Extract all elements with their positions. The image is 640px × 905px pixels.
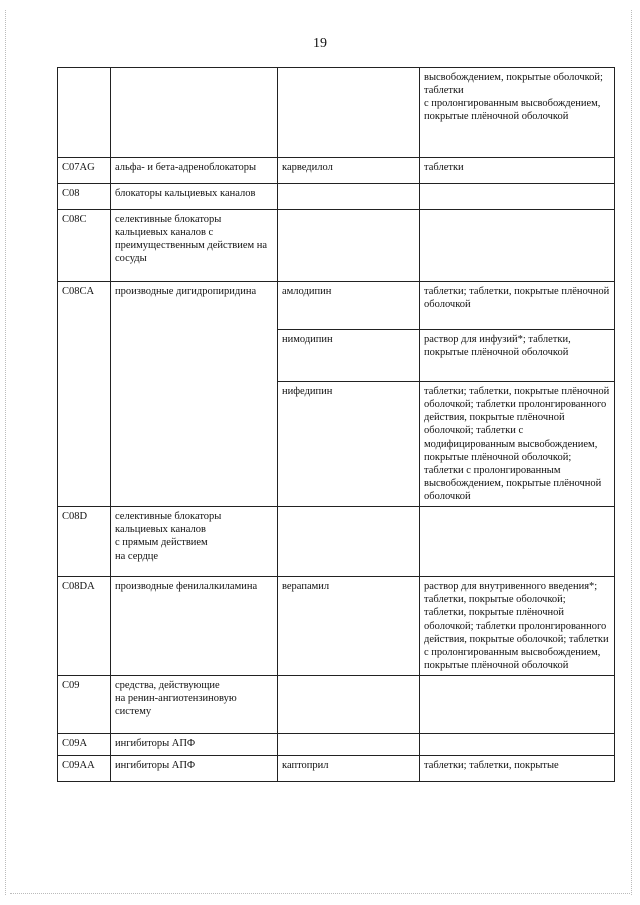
anatomic-group-cell [111, 676, 278, 734]
anatomic-group-cell [111, 184, 278, 210]
atc-code-cell-text: C08C [62, 214, 87, 225]
anatomic-group-cell-text: селективные блокаторы кальциевых каналов с преимущественным действием на сосуды [115, 214, 268, 265]
atc-code-cell-text: C09 [62, 680, 80, 691]
dosage-form-cell [420, 68, 615, 158]
table-row [58, 282, 615, 330]
dosage-form-cell [420, 577, 615, 676]
scan-edge-bottom [10, 893, 630, 894]
drug-name-cell [278, 210, 420, 282]
dosage-form-cell-text: таблетки; таблетки, покрытые [424, 760, 559, 771]
drug-name-cell-text: верапамил [282, 581, 330, 593]
atc-code-cell-text: C08D [62, 511, 88, 523]
atc-code-cell [58, 158, 111, 184]
drug-name-cell [278, 282, 420, 330]
table-row [58, 158, 615, 184]
drug-name-cell-text: карведилол [282, 162, 333, 173]
atc-code-cell-text: C07AG [62, 162, 95, 173]
atc-code-cell [58, 507, 111, 577]
dosage-form-cell-text: таблетки; таблетки, покрытые плёночной оболочкой; таблетки пролонгированного действия, покрытые плёночной оболочкой; таблетки с модифицированным высвобождением, покрытые плёночной оболочкой; таблетки с пролонгированным высвобождением, покрытые плёночной оболочкой [424, 386, 610, 502]
drug-name-cell [278, 734, 420, 756]
anatomic-group-cell-text: селективные блокаторы кальциевых каналов с прямым действием на сердце [115, 511, 222, 562]
drug-name-cell-text: амлодипин [282, 286, 332, 297]
anatomic-group-cell-text: блокаторы кальциевых каналов [115, 188, 256, 199]
atc-code-cell-text: C09AA [62, 760, 95, 771]
table-row [58, 184, 615, 210]
atc-code-cell-text: C08 [62, 188, 80, 199]
atc-code-cell-text: C09A [62, 738, 88, 749]
dosage-form-cell [420, 158, 615, 184]
dosage-form-cell-text: таблетки [424, 162, 464, 173]
drug-name-cell [278, 507, 420, 577]
table-row [58, 210, 615, 282]
table-row [58, 507, 615, 577]
anatomic-group-cell [111, 68, 278, 158]
table-row [58, 756, 615, 782]
drug-name-cell [278, 330, 420, 382]
table-row [58, 734, 615, 756]
dosage-form-cell [420, 330, 615, 382]
scan-edge-left [5, 10, 6, 895]
anatomic-group-cell-text: альфа- и бета-адреноблокаторы [115, 162, 257, 173]
anatomic-group-cell-text: средства, действующие на ренин-ангиотензиновую систему [115, 680, 237, 718]
drug-name-cell-text: нифедипин [282, 386, 333, 397]
table-body [58, 68, 615, 782]
anatomic-group-cell [111, 210, 278, 282]
table-row [58, 676, 615, 734]
atc-code-cell [58, 577, 111, 676]
anatomic-group-cell-text: производные фенилалкиламина [115, 581, 258, 593]
anatomic-group-cell [111, 158, 278, 184]
atc-code-cell [58, 68, 111, 158]
dosage-form-cell [420, 282, 615, 330]
drug-name-cell [278, 382, 420, 507]
dosage-form-cell [420, 734, 615, 756]
table-row [58, 577, 615, 676]
dosage-form-cell [420, 382, 615, 507]
anatomic-group-cell-text: ингибиторы АПФ [115, 760, 196, 771]
drug-name-cell [278, 676, 420, 734]
drug-classification-table [57, 67, 615, 782]
dosage-form-cell-text: высвобождением, покрытые оболочкой; таблетки с пролонгированным высвобождением, покрытые плёночной оболочкой [424, 72, 603, 123]
dosage-form-cell-text: раствор для внутривенного введения*; таблетки, покрытые оболочкой; таблетки, покрытые плёночной оболочкой; таблетки пролонгированного действия, покрытые оболочкой; таблетки с пролонгированным высвобождением, покрытые плёночной оболочкой [424, 581, 609, 671]
atc-code-cell-text: C08CA [62, 286, 95, 297]
drug-name-cell [278, 68, 420, 158]
anatomic-group-cell [111, 282, 278, 507]
scan-edge-right [631, 10, 632, 895]
anatomic-group-cell-text: ингибиторы АПФ [115, 738, 196, 749]
anatomic-group-cell-text: производные дигидропиридина [115, 286, 257, 297]
anatomic-group-cell [111, 577, 278, 676]
drug-name-cell [278, 158, 420, 184]
anatomic-group-cell [111, 507, 278, 577]
table-row [58, 68, 615, 158]
dosage-form-cell [420, 676, 615, 734]
atc-code-cell [58, 676, 111, 734]
dosage-form-cell [420, 210, 615, 282]
atc-code-cell [58, 756, 111, 782]
dosage-form-cell-text: таблетки; таблетки, покрытые плёночной оболочкой [424, 286, 610, 311]
drug-name-cell [278, 756, 420, 782]
drug-name-cell [278, 577, 420, 676]
dosage-form-cell [420, 756, 615, 782]
page-number: 19 [313, 36, 327, 51]
drug-name-cell-text: нимодипин [282, 334, 333, 345]
atc-code-cell [58, 210, 111, 282]
dosage-form-cell-text: раствор для инфузий*; таблетки, покрытые плёночной оболочкой [424, 334, 571, 359]
dosage-form-cell [420, 184, 615, 210]
drug-name-cell [278, 184, 420, 210]
atc-code-cell-text: C08DA [62, 581, 95, 593]
dosage-form-cell [420, 507, 615, 577]
atc-code-cell [58, 734, 111, 756]
atc-code-cell [58, 282, 111, 507]
anatomic-group-cell [111, 734, 278, 756]
anatomic-group-cell [111, 756, 278, 782]
atc-code-cell [58, 184, 111, 210]
drug-name-cell-text: каптоприл [282, 760, 329, 771]
